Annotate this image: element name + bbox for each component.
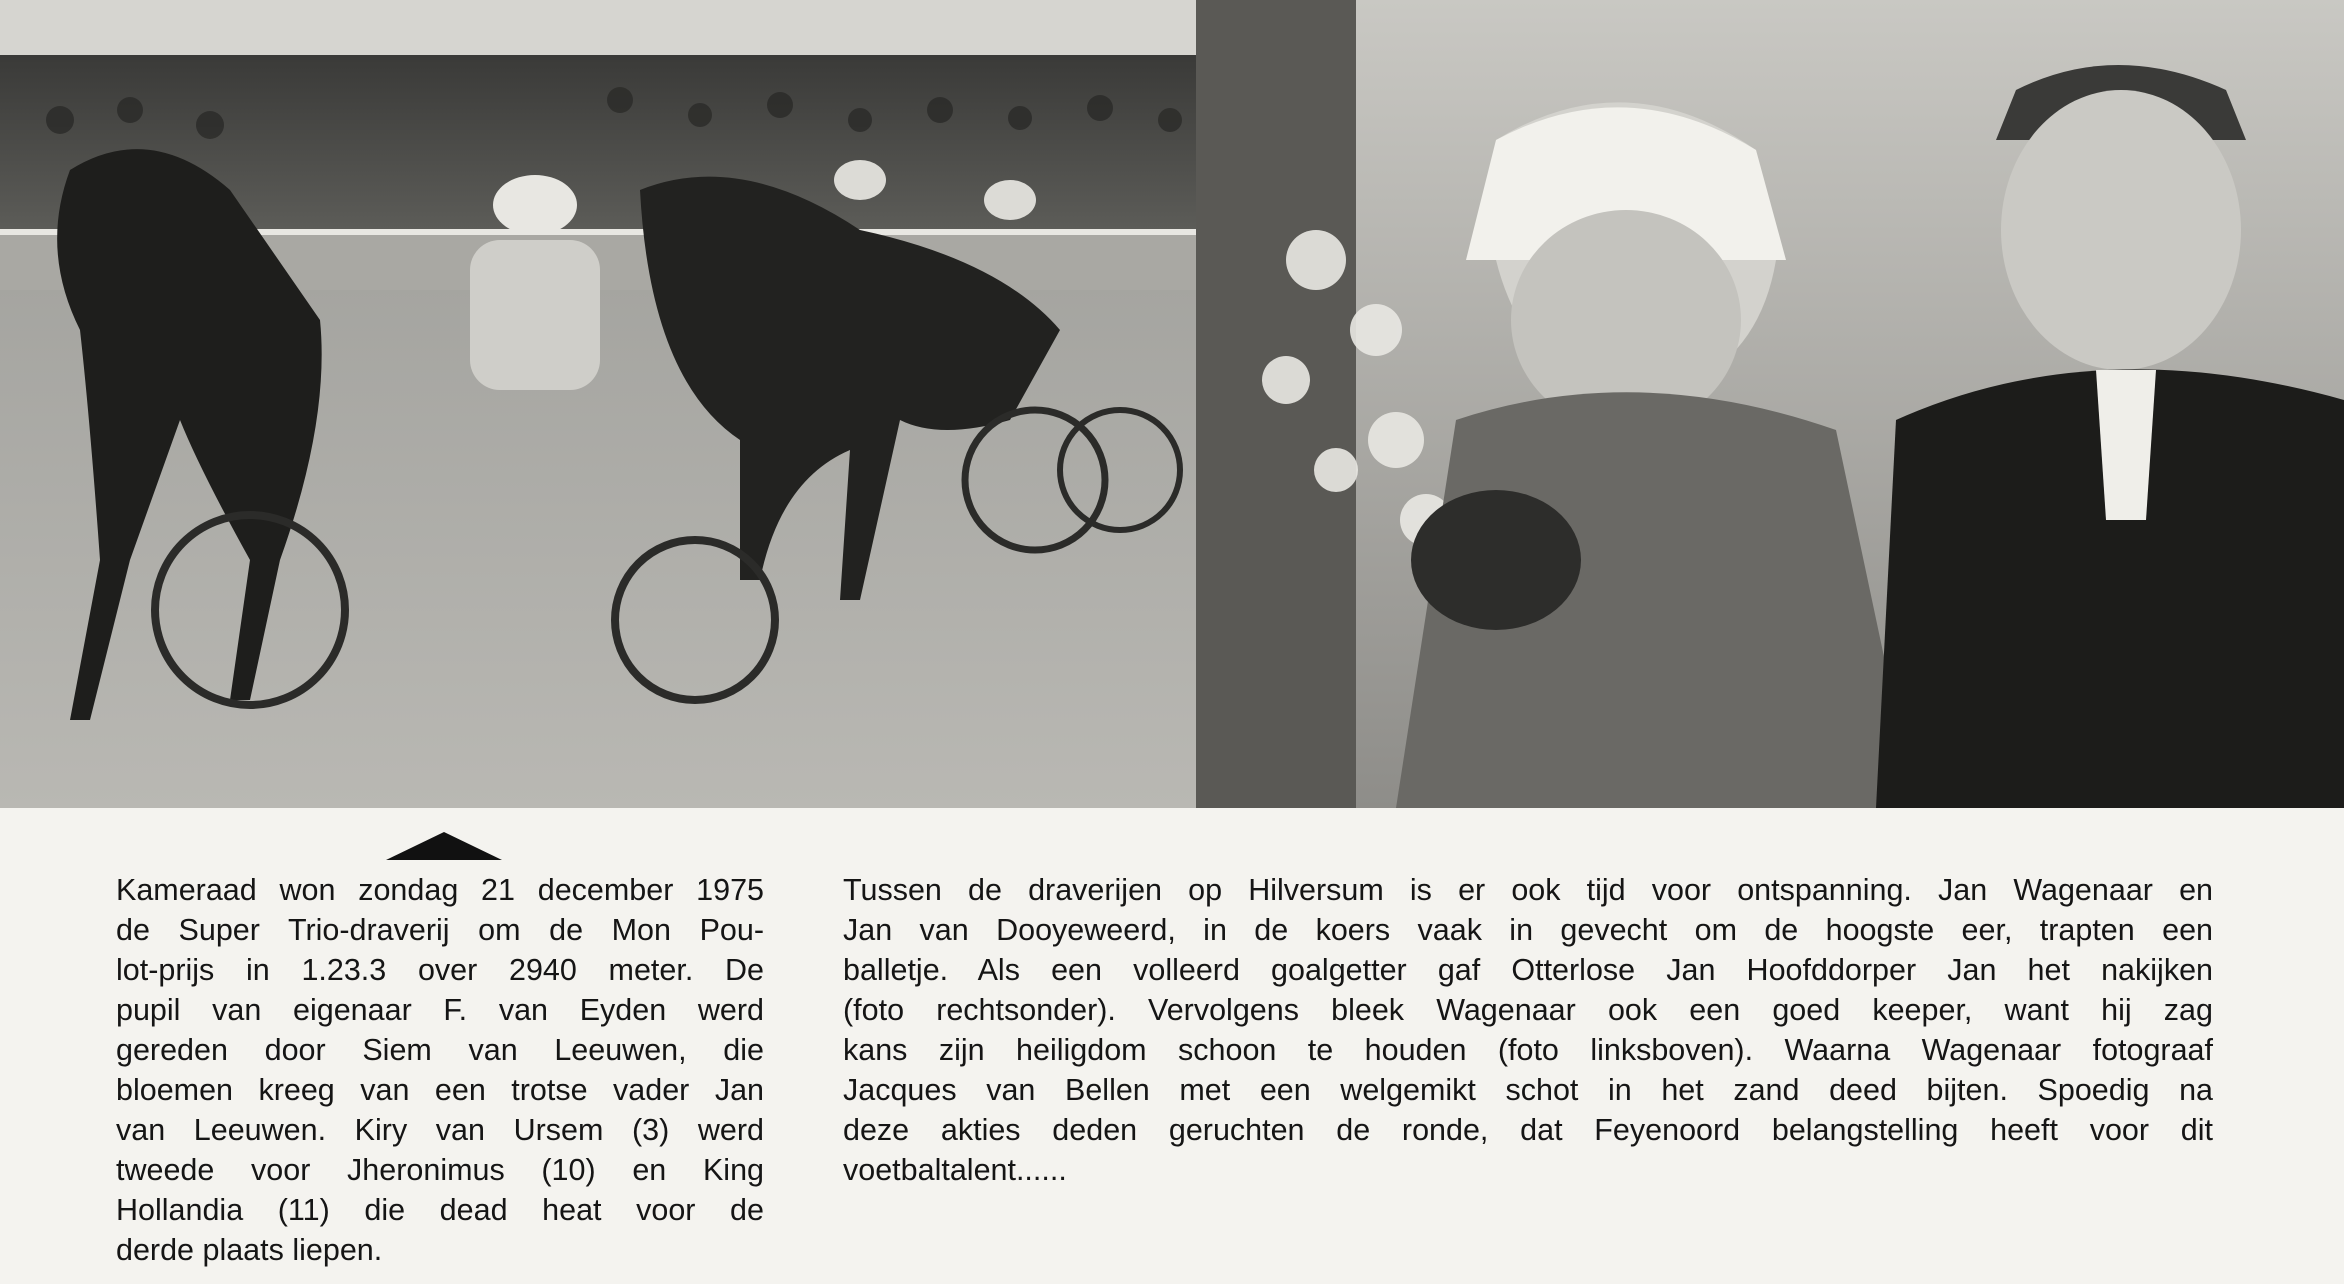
harness-race-photo — [0, 0, 1196, 808]
caption-left-line: bloemen kreeg van een trotse vader Jan — [116, 1073, 764, 1107]
arrow-up-icon — [386, 832, 502, 860]
caption-left-line: Kameraad won zondag 21 december 1975 — [116, 873, 764, 907]
caption-left-line: lot-prijs in 1.23.3 over 2940 meter. De — [116, 953, 764, 987]
caption-left-line: derde plaats liepen. — [116, 1233, 383, 1267]
winners-portrait-photo — [1196, 0, 2344, 808]
caption-right — [843, 870, 2213, 1190]
caption-right-line: deze akties deden geruchten de ronde, dat Feyenoord belangstelling heeft voor dit — [843, 1113, 2213, 1147]
caption-right-line: (foto rechtsonder). Vervolgens bleek Wagenaar ook een goed keeper, want hij zag — [843, 993, 2213, 1027]
caption-left-line: tweede voor Jheronimus (10) en King — [116, 1153, 764, 1187]
caption-right-line: Jan van Dooyeweerd, in de koers vaak in gevecht om de hoogste eer, trapten een — [843, 913, 2213, 947]
caption-right-line: Tussen de draverijen op Hilversum is er ook tijd voor ontspanning. Jan Wagenaar en — [843, 873, 2213, 907]
caption-left-line: de Super Trio-draverij om de Mon Pou- — [116, 913, 764, 947]
caption-left-line: pupil van eigenaar F. van Eyden werd — [116, 993, 764, 1027]
caption-left-line: gereden door Siem van Leeuwen, die — [116, 1033, 764, 1067]
caption-right-line: Jacques van Bellen met een welgemikt schot in het zand deed bijten. Spoedig na — [843, 1073, 2213, 1107]
caption-left-line: Hollandia (11) die dead heat voor de — [116, 1193, 764, 1227]
harness-race-illustration — [0, 0, 1196, 808]
caption-right-line: balletje. Als een volleerd goalgetter gaf Otterlose Jan Hoofddorper Jan het nakijken — [843, 953, 2213, 987]
caption-right-line: voetbaltalent...... — [843, 1153, 1067, 1187]
caption-left — [116, 870, 764, 1270]
caption-right-line: kans zijn heiligdom schoon te houden (foto linksboven). Waarna Wagenaar fotograaf — [843, 1033, 2213, 1067]
winners-illustration — [1196, 0, 2344, 808]
caption-left-line: van Leeuwen. Kiry van Ursem (3) werd — [116, 1113, 764, 1147]
